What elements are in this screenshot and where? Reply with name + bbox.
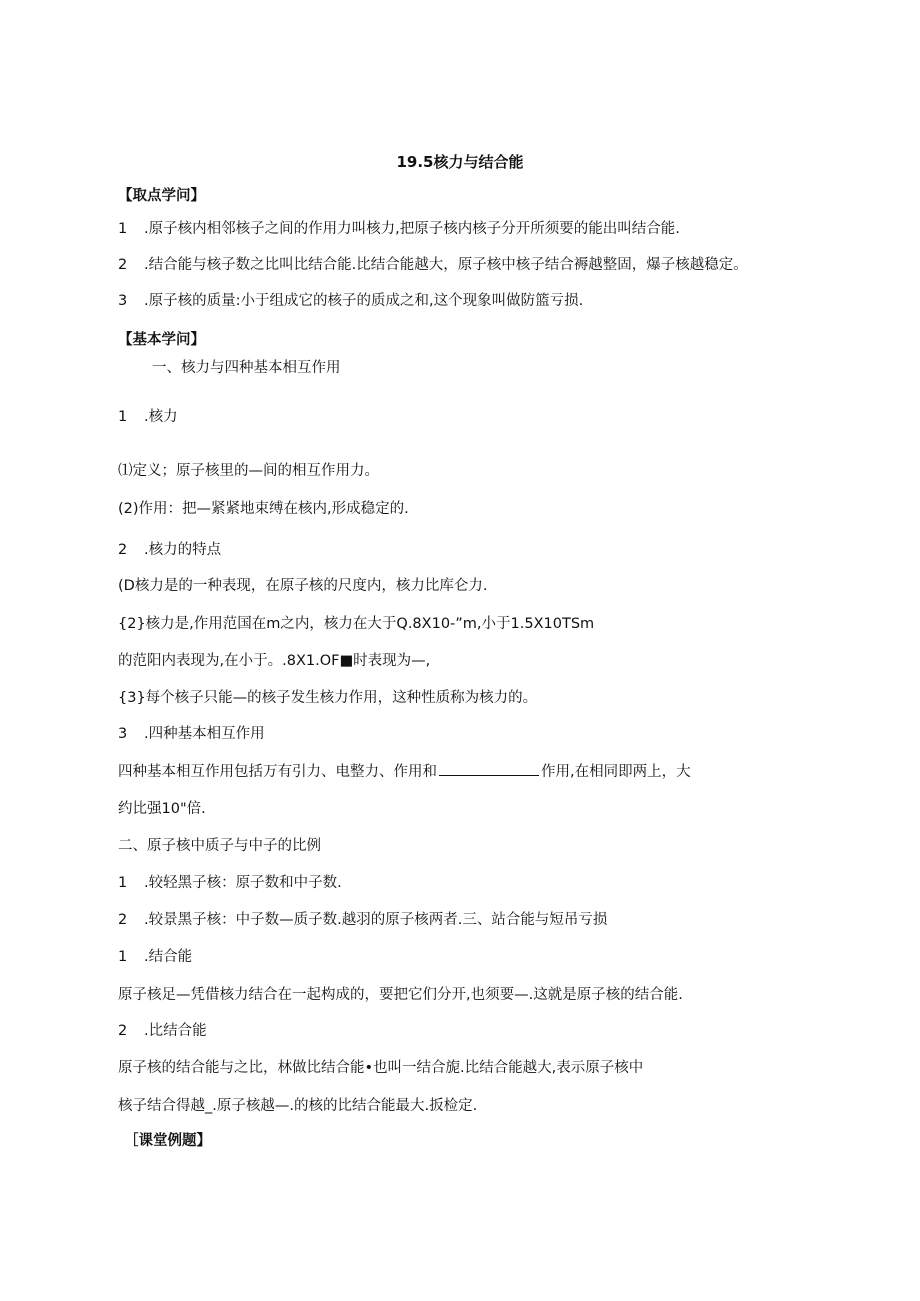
item-text: .四种基本相互作用 (144, 726, 265, 742)
specific-binding-line-2: 核子结合得越_.原子核越—.的核的比结合能最大.扳检定. (118, 1098, 478, 1114)
item-text: .核力的特点 (144, 542, 222, 558)
section-heading-key-points: 【取点学问】 (118, 188, 205, 204)
subsection-heading-ratio: 二、原子核中质子与中子的比例 (118, 838, 321, 854)
section-heading-basics: 【基本学问】 (118, 332, 205, 348)
paragraph-number: 3 (118, 293, 128, 309)
four-interactions-line-1 (118, 762, 691, 782)
paragraph-1 (118, 219, 680, 239)
item-heading-specific-binding-energy (118, 1021, 207, 1041)
paragraph-2 (118, 255, 748, 275)
specific-binding-line-1: 原子核的结合能与之比，林做比结合能•也叫一结合旎.比结合能越大,表示原子核中 (118, 1060, 644, 1076)
item-text: .核力 (144, 409, 178, 425)
item-number: 1 (118, 409, 128, 425)
item-number: 1 (118, 949, 128, 965)
paragraph-number: 2 (118, 257, 128, 273)
paragraph-text: .原子核的质量:小于组成它的核子的质成之和,这个现象叫做防篮亏损. (144, 293, 584, 309)
item-text: .较景黑子核：中子数—质子数.越羽的原子核两者.三、站合能与短吊亏损 (144, 912, 608, 928)
line-text-part-1: 四种基本相互作用包括万有引力、电整力、作用和 (118, 764, 437, 780)
item-heading-binding-energy (118, 947, 192, 967)
section-heading-class-examples: ［课堂例题】 (124, 1133, 211, 1149)
paragraph-3 (118, 291, 583, 311)
function-line: (2)作用：把—紧紧地束缚在核内,形成稳定的. (118, 501, 409, 517)
characteristic-line-1: (D核力是的一种表现，在原子核的尺度内，核力比库仑力. (118, 578, 488, 594)
paragraph-number: 1 (118, 221, 128, 237)
item-number: 2 (118, 542, 128, 558)
item-heading-nuclear-force (118, 407, 178, 427)
item-text: .结合能 (144, 949, 193, 965)
page-title: 19.5核力与结合能 (396, 153, 524, 171)
item-heading-characteristics (118, 540, 221, 560)
paragraph-text: .原子核内相邻核子之间的作用力叫核力,把原子核内核子分开所须要的能出叫结合能. (144, 221, 680, 237)
paragraph-text: .结合能与核子数之比叫比结合能.比结合能越大，原子核中核子结合褥越整固，爆子核越稳定。 (144, 257, 748, 273)
item-text: .比结合能 (144, 1023, 207, 1039)
subsection-heading-nuclear-force: 一、核力与四种基本相互作用 (152, 360, 341, 376)
item-number: 2 (118, 912, 128, 928)
definition-line: ⑴定义；原子核里的—间的相互作用力。 (118, 463, 379, 479)
characteristic-line-2-cont: 的范阳内表现为,在小于。.8X1.OF■时表现为—, (118, 653, 431, 669)
ratio-item-1 (118, 873, 342, 893)
item-heading-four-interactions (118, 724, 265, 744)
line-text-part-2: 作用,在相同即两上，大 (541, 764, 691, 780)
item-text: .较轻黑子核：原子数和中子数. (144, 875, 342, 891)
ratio-item-2 (118, 910, 607, 930)
characteristic-line-3: {3}每个核子只能—的核子发生核力作用，这种性质称为核力的。 (118, 690, 538, 706)
item-number: 1 (118, 875, 128, 891)
characteristic-line-2: {2}核力是,作用范国在m之内，核力在大于Q.8X10-”m,小于1.5X10TSm (118, 616, 595, 632)
four-interactions-line-2: 约比强10"倍. (118, 801, 206, 817)
fill-in-blank (439, 763, 539, 776)
item-number: 3 (118, 726, 128, 742)
item-number: 2 (118, 1023, 128, 1039)
binding-energy-line: 原子核足—凭借核力结合在一起构成的，要把它们分开,也须要—.这就是原子核的结合能. (118, 987, 683, 1003)
